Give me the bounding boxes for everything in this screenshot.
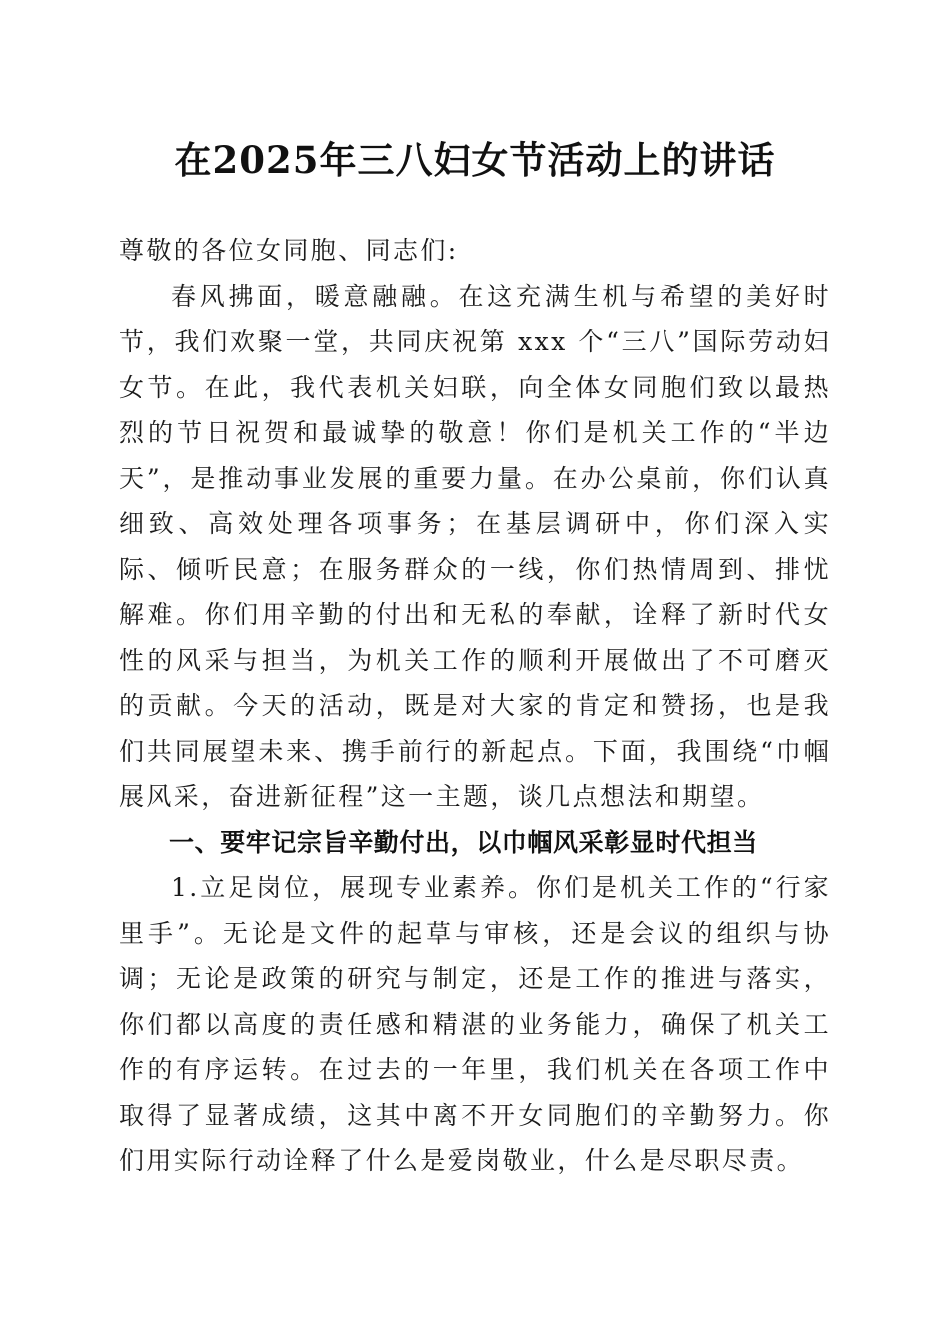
document-body [119,228,831,1184]
salutation: 尊敬的各位女同胞、同志们: [119,236,459,265]
section-heading: 一、要牢记宗旨辛勤付出，以巾帼风采彰显时代担当 [169,827,758,857]
section-paragraph: 1.立足岗位，展现专业素养。你们是机关工作的“行家里手”。无论是文件的起草与审核，还是会议的组织与协调；无论是政策的研究与制定，还是工作的推进与落实，你们都以高度的责任感和精湛的业务能力，确保了机关工作的有序运转。在过去的一年里，我们机关在各项工作中取得了显著成绩，这其中离不开女同胞们的辛勤努力。你们用实际行动诠释了什么是爱岗敬业，什么是尽职尽责。 [119,873,831,1175]
document-title: 在2025年三八妇女节活动上的讲话 [174,138,776,182]
opening-paragraph: 春风拂面，暖意融融。在这充满生机与希望的美好时节，我们欢聚一堂，共同庆祝第 xxx 个“三八”国际劳动妇女节。在此，我代表机关妇联，向全体女同胞们致以最热烈的节日祝贺和最诚挚的敬意！你们是机关工作的“半边天”，是推动事业发展的重要力量。在办公桌前，你们认真细致、高效处理各项事务；在基层调研中，你们深入实际、倾听民意；在服务群众的一线，你们热情周到、排忧解难。你们用辛勤的付出和无私的奉献，诠释了新时代女性的风采与担当，为机关工作的顺利开展做出了不可磨灭的贡献。今天的活动，既是对大家的肯定和赞扬，也是我们共同展望未来、携手前行的新起点。下面，我围绕“巾帼展风采，奋进新征程”这一主题，谈几点想法和期望。 [119,281,831,811]
